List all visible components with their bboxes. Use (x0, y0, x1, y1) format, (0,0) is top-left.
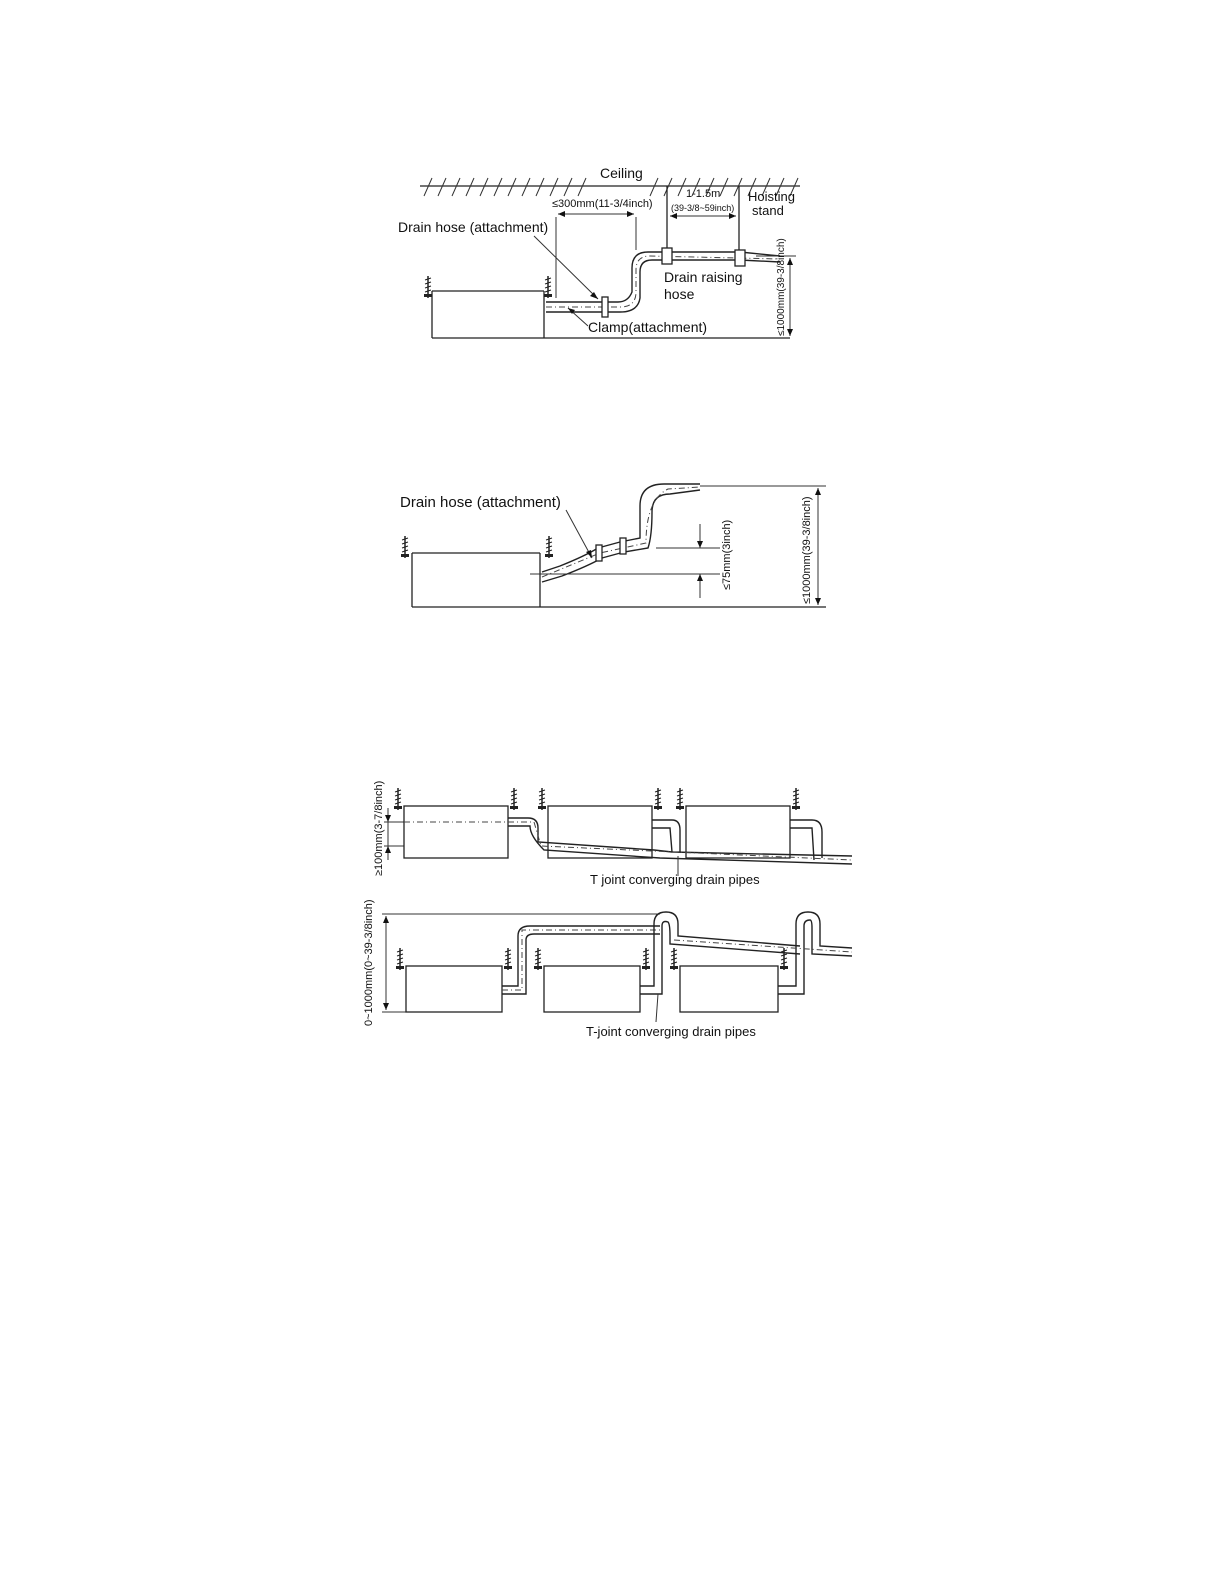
dim-75-label: ≤75mm(3inch) (721, 519, 733, 590)
height-label: ≤1000mm(39-3/8inch) (776, 238, 787, 336)
diagram-tjoint-gravity (373, 781, 852, 887)
indoor-unit (670, 948, 788, 1012)
raising-label-2: hose (664, 286, 695, 302)
hoisting-label-1: Hoisting (748, 189, 795, 204)
indoor-unit (401, 536, 553, 607)
height-label: ≥100mm(3-7/8inch) (373, 780, 385, 876)
drain-pipe (542, 484, 700, 582)
drain-hose-leader (566, 510, 592, 558)
clamp-fitting (735, 250, 745, 266)
indoor-unit (394, 788, 518, 858)
indoor-unit (396, 948, 512, 1012)
hoisting-label-2: stand (752, 203, 784, 218)
tjoint-label: T-joint converging drain pipes (586, 1024, 756, 1039)
height-label: ≤1000mm(39-3/8inch) (801, 496, 813, 604)
indoor-unit (538, 788, 662, 858)
diagram-drain-hose-75mm (400, 484, 826, 607)
indoor-unit (424, 276, 552, 338)
span-label-top: 1-1.5m (686, 188, 721, 200)
indoor-unit (534, 948, 650, 1012)
diagram-tjoint-raised (363, 899, 852, 1039)
drain-hose-label: Drain hose (attachment) (398, 219, 549, 235)
drain-hose-label: Drain hose (attachment) (400, 494, 561, 511)
indoor-unit (676, 788, 800, 858)
tjoint-label: T joint converging drain pipes (590, 872, 760, 887)
ceiling-label: Ceiling (600, 165, 643, 181)
drain-hose-leader (534, 236, 598, 299)
raising-label-1: Drain raising (664, 269, 743, 285)
tjoint-leader (656, 994, 658, 1022)
clamp-label: Clamp(attachment) (588, 319, 708, 335)
height-label: 0~1000mm(0~39-3/8inch) (363, 899, 375, 1026)
clamp-fitting (662, 248, 672, 264)
dim-300-label: ≤300mm(11-3/4inch) (552, 198, 653, 210)
diagram-drain-raising-hose (398, 165, 800, 338)
span-label-bottom: (39-3/8~59inch) (671, 203, 735, 213)
